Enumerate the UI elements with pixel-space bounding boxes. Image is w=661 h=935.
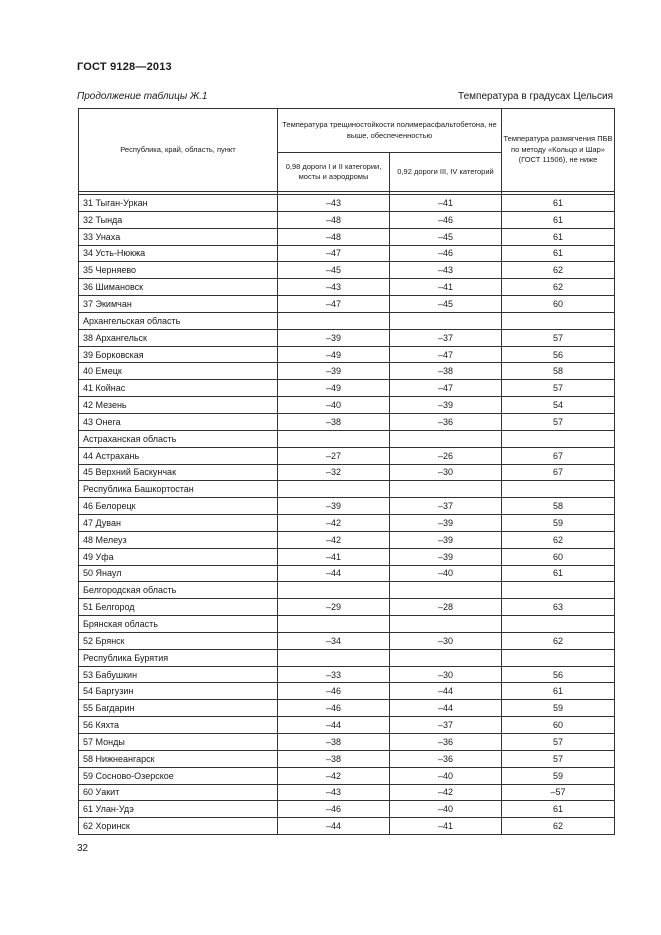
cell-location: 57 Монды <box>79 734 278 751</box>
cell-temp-098: –43 <box>278 784 390 801</box>
table-row <box>79 683 615 700</box>
cell-softening-point: 62 <box>502 262 615 279</box>
cell-location: Республика Башкортостан <box>79 481 278 498</box>
cell-softening-point: 57 <box>502 329 615 346</box>
table-row <box>79 649 615 666</box>
cell-temp-092: –46 <box>390 245 502 262</box>
cell-softening-point: 59 <box>502 700 615 717</box>
column-header-softening-point: Температура размягчения ПБВ по методу «Кольцо и Шар» (ГОСТ 11506), не ниже <box>502 109 615 192</box>
cell-location: 60 Уакит <box>79 784 278 801</box>
cell-temp-098: –40 <box>278 397 390 414</box>
cell-temp-098: –44 <box>278 717 390 734</box>
cell-temp-092: –41 <box>390 195 502 212</box>
cell-temp-098 <box>278 430 390 447</box>
cell-temp-092: –40 <box>390 767 502 784</box>
cell-location: 52 Брянск <box>79 632 278 649</box>
cell-softening-point: 57 <box>502 750 615 767</box>
cell-softening-point: 61 <box>502 245 615 262</box>
cell-temp-092: –36 <box>390 750 502 767</box>
cell-temp-098: –46 <box>278 801 390 818</box>
cell-softening-point: 60 <box>502 296 615 313</box>
page-number: 32 <box>77 843 89 854</box>
table-row <box>79 346 615 363</box>
cell-temp-098: –39 <box>278 329 390 346</box>
cell-location: 39 Борковская <box>79 346 278 363</box>
table-row <box>79 430 615 447</box>
table-row <box>79 565 615 582</box>
cell-softening-point: 57 <box>502 734 615 751</box>
cell-temp-092: –41 <box>390 818 502 835</box>
cell-location: 55 Багдарин <box>79 700 278 717</box>
cell-temp-098: –47 <box>278 296 390 313</box>
column-header-092: 0,92 дороги III, IV категорий <box>390 153 502 192</box>
cell-temp-092: –47 <box>390 380 502 397</box>
cell-temp-092: –37 <box>390 717 502 734</box>
cell-temp-098: –48 <box>278 228 390 245</box>
cell-temp-098: –42 <box>278 767 390 784</box>
table-row <box>79 818 615 835</box>
cell-location: 56 Кяхта <box>79 717 278 734</box>
cell-temp-098: –43 <box>278 279 390 296</box>
cell-location: 35 Черняево <box>79 262 278 279</box>
cell-location: 47 Дуван <box>79 515 278 532</box>
cell-softening-point: 62 <box>502 632 615 649</box>
cell-temp-098: –39 <box>278 363 390 380</box>
cell-temp-098 <box>278 481 390 498</box>
table-row <box>79 801 615 818</box>
table-row <box>79 632 615 649</box>
table-body <box>79 195 615 835</box>
cell-softening-point: 62 <box>502 531 615 548</box>
cell-temp-092 <box>390 481 502 498</box>
table-continuation-caption: Продолжение таблицы Ж.1 <box>77 91 208 102</box>
table-row <box>79 195 615 212</box>
cell-softening-point: 67 <box>502 464 615 481</box>
cell-temp-098: –32 <box>278 464 390 481</box>
cell-temp-098: –49 <box>278 346 390 363</box>
cell-temp-098: –39 <box>278 498 390 515</box>
cell-temp-092 <box>390 582 502 599</box>
document-title: ГОСТ 9128—2013 <box>77 61 172 73</box>
cell-temp-098 <box>278 582 390 599</box>
cell-softening-point: 56 <box>502 346 615 363</box>
cell-location: 51 Белгород <box>79 599 278 616</box>
cell-softening-point: 61 <box>502 211 615 228</box>
units-caption: Температура в градусах Цельсия <box>458 91 613 102</box>
cell-temp-092: –45 <box>390 228 502 245</box>
cell-temp-098: –44 <box>278 565 390 582</box>
cell-temp-092: –37 <box>390 498 502 515</box>
cell-temp-092: –30 <box>390 464 502 481</box>
cell-softening-point: 61 <box>502 228 615 245</box>
cell-temp-092: –41 <box>390 279 502 296</box>
cell-temp-098 <box>278 649 390 666</box>
cell-temp-098: –49 <box>278 380 390 397</box>
cell-temp-092: –37 <box>390 329 502 346</box>
cell-temp-092: –45 <box>390 296 502 313</box>
cell-softening-point: 62 <box>502 279 615 296</box>
table-row <box>79 784 615 801</box>
cell-softening-point: 59 <box>502 767 615 784</box>
cell-temp-098: –47 <box>278 245 390 262</box>
cell-temp-098: –44 <box>278 818 390 835</box>
cell-temp-098: –27 <box>278 447 390 464</box>
cell-location: 41 Койнас <box>79 380 278 397</box>
cell-softening-point: 61 <box>502 801 615 818</box>
cell-location: 37 Экимчан <box>79 296 278 313</box>
table-row <box>79 498 615 515</box>
table-row <box>79 413 615 430</box>
cell-temp-098: –46 <box>278 700 390 717</box>
table-row <box>79 279 615 296</box>
cell-location: 38 Архангельск <box>79 329 278 346</box>
cell-temp-092: –39 <box>390 531 502 548</box>
cell-location: 40 Емецк <box>79 363 278 380</box>
cell-location: 42 Мезень <box>79 397 278 414</box>
cell-temp-092: –46 <box>390 211 502 228</box>
table-row <box>79 329 615 346</box>
cell-temp-098: –34 <box>278 632 390 649</box>
cell-softening-point: 59 <box>502 515 615 532</box>
table-row <box>79 531 615 548</box>
cell-softening-point <box>502 430 615 447</box>
column-header-098: 0,98 дороги I и II категории, мосты и аэродромы <box>278 153 390 192</box>
cell-temp-092: –47 <box>390 346 502 363</box>
cell-temp-092: –30 <box>390 666 502 683</box>
cell-location: Брянская область <box>79 616 278 633</box>
cell-softening-point: 57 <box>502 380 615 397</box>
cell-location: 36 Шимановск <box>79 279 278 296</box>
cell-temp-098: –38 <box>278 413 390 430</box>
cell-temp-092: –39 <box>390 548 502 565</box>
cell-temp-092 <box>390 312 502 329</box>
table-row <box>79 700 615 717</box>
table-row <box>79 363 615 380</box>
cell-softening-point <box>502 616 615 633</box>
table-row <box>79 262 615 279</box>
cell-temp-098: –38 <box>278 734 390 751</box>
cell-location: 43 Онега <box>79 413 278 430</box>
table-row <box>79 750 615 767</box>
table-row <box>79 767 615 784</box>
cell-temp-092: –38 <box>390 363 502 380</box>
cell-temp-092: –44 <box>390 683 502 700</box>
cell-location: 54 Баргузин <box>79 683 278 700</box>
cell-softening-point: 58 <box>502 498 615 515</box>
table-row <box>79 296 615 313</box>
cell-temp-098: –33 <box>278 666 390 683</box>
cell-temp-092: –36 <box>390 734 502 751</box>
cell-location: Республика Бурятия <box>79 649 278 666</box>
cell-temp-098: –41 <box>278 548 390 565</box>
cell-location: Белгородская область <box>79 582 278 599</box>
cell-softening-point: 67 <box>502 447 615 464</box>
table-row <box>79 464 615 481</box>
cell-softening-point: 61 <box>502 565 615 582</box>
table-row <box>79 666 615 683</box>
table-row <box>79 245 615 262</box>
table-row <box>79 548 615 565</box>
cell-temp-098: –42 <box>278 531 390 548</box>
cell-location: 44 Астрахань <box>79 447 278 464</box>
cell-temp-092: –42 <box>390 784 502 801</box>
cell-location: 58 Нижнеангарск <box>79 750 278 767</box>
cell-softening-point <box>502 481 615 498</box>
cell-temp-098 <box>278 312 390 329</box>
table-row <box>79 312 615 329</box>
table-row <box>79 734 615 751</box>
cell-location: 61 Улан-Удэ <box>79 801 278 818</box>
table-row <box>79 380 615 397</box>
cell-softening-point: 54 <box>502 397 615 414</box>
cell-temp-092: –30 <box>390 632 502 649</box>
cell-temp-092 <box>390 616 502 633</box>
cell-softening-point: 61 <box>502 195 615 212</box>
cell-temp-098: –38 <box>278 750 390 767</box>
cell-location: 34 Усть-Нюкжа <box>79 245 278 262</box>
cell-temp-098 <box>278 616 390 633</box>
table-row <box>79 616 615 633</box>
cell-location: 31 Тыган-Уркан <box>79 195 278 212</box>
column-header-location: Республика, край, область, пункт <box>79 109 278 192</box>
cell-temp-092: –28 <box>390 599 502 616</box>
cell-temp-098: –45 <box>278 262 390 279</box>
table-row <box>79 228 615 245</box>
cell-temp-092: –44 <box>390 700 502 717</box>
cell-softening-point: 60 <box>502 548 615 565</box>
cell-temp-092 <box>390 430 502 447</box>
cell-location: 48 Мелеуз <box>79 531 278 548</box>
table-row <box>79 397 615 414</box>
cell-softening-point <box>502 582 615 599</box>
table-row <box>79 447 615 464</box>
cell-location: 50 Янаул <box>79 565 278 582</box>
cell-temp-092: –39 <box>390 397 502 414</box>
cell-temp-092: –36 <box>390 413 502 430</box>
cell-softening-point: 62 <box>502 818 615 835</box>
cell-location: 33 Унаха <box>79 228 278 245</box>
cell-softening-point <box>502 312 615 329</box>
table-row <box>79 717 615 734</box>
column-header-crack-resistance: Температура трещиностойкости полимерасфальтобетона, не выше, обеспеченностью <box>278 109 502 153</box>
cell-softening-point: –57 <box>502 784 615 801</box>
cell-softening-point: 60 <box>502 717 615 734</box>
cell-softening-point <box>502 649 615 666</box>
table-row <box>79 211 615 228</box>
cell-softening-point: 61 <box>502 683 615 700</box>
table-row <box>79 481 615 498</box>
cell-location: 62 Хоринск <box>79 818 278 835</box>
cell-temp-092: –43 <box>390 262 502 279</box>
cell-location: 49 Уфа <box>79 548 278 565</box>
cell-temp-092: –26 <box>390 447 502 464</box>
table-row <box>79 599 615 616</box>
cell-softening-point: 57 <box>502 413 615 430</box>
cell-temp-092: –40 <box>390 565 502 582</box>
cell-temp-098: –29 <box>278 599 390 616</box>
cell-temp-092: –39 <box>390 515 502 532</box>
cell-location: Архангельская область <box>79 312 278 329</box>
cell-temp-098: –48 <box>278 211 390 228</box>
cell-temp-092: –40 <box>390 801 502 818</box>
cell-temp-098: –43 <box>278 195 390 212</box>
cell-temp-092 <box>390 649 502 666</box>
cell-location: Астраханская область <box>79 430 278 447</box>
cell-location: 46 Белорецк <box>79 498 278 515</box>
table-row <box>79 582 615 599</box>
cell-temp-098: –42 <box>278 515 390 532</box>
cell-softening-point: 56 <box>502 666 615 683</box>
cell-location: 53 Бабушкин <box>79 666 278 683</box>
cell-location: 45 Верхний Баскунчак <box>79 464 278 481</box>
cell-temp-098: –46 <box>278 683 390 700</box>
cell-softening-point: 58 <box>502 363 615 380</box>
cell-softening-point: 63 <box>502 599 615 616</box>
cell-location: 59 Сосново-Озерское <box>79 767 278 784</box>
temperature-table <box>78 108 615 835</box>
table-row <box>79 515 615 532</box>
cell-location: 32 Тында <box>79 211 278 228</box>
